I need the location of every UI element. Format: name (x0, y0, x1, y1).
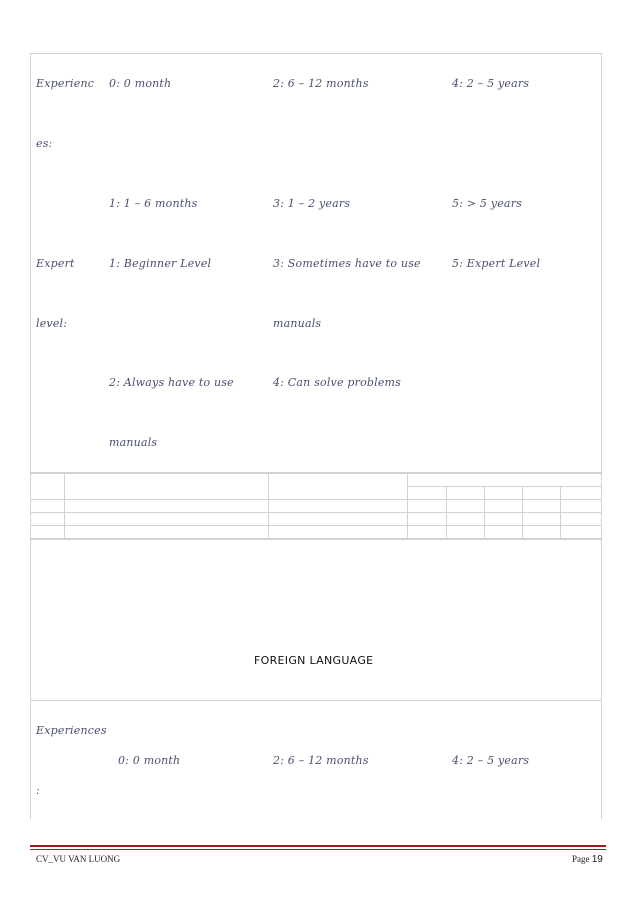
level-option-1: 1: Beginner Level (109, 257, 212, 270)
footer-page-label: Page (572, 854, 590, 864)
table-rule (30, 525, 602, 526)
box-border-right (601, 701, 602, 819)
table-rule (484, 486, 485, 539)
box-border-left (30, 701, 31, 819)
exp-option-0: 0: 0 month (109, 77, 172, 90)
level-option-5: 5: Expert Level (452, 257, 541, 270)
expert-level-label-cont: level: (36, 317, 68, 330)
level-option-3-cont: manuals (273, 317, 322, 330)
table-rule (30, 473, 31, 539)
fl-exp-option-0: 0: 0 month (118, 754, 181, 767)
fl-exp-option-4: 4: 2 – 5 years (452, 754, 530, 767)
footer-rule (30, 845, 606, 847)
table-rule (407, 473, 408, 539)
experiences-label: Experienc (36, 77, 95, 90)
footer-rule (30, 849, 606, 850)
footer-page-number: 19 (591, 854, 603, 865)
level-option-2: 2: Always have to use (109, 376, 234, 389)
footer-author: CV_VU VAN LUONG (36, 854, 121, 864)
exp-option-3: 3: 1 – 2 years (273, 197, 351, 210)
table-rule (30, 512, 602, 513)
table-rule (30, 499, 602, 500)
footer-page (572, 854, 603, 865)
table-rule (601, 473, 602, 539)
table-rule (560, 486, 561, 539)
section-heading: FOREIGN LANGUAGE (254, 654, 374, 667)
exp-option-2: 2: 6 – 12 months (273, 77, 369, 90)
table-rule (407, 486, 602, 487)
exp-option-5: 5: > 5 years (452, 197, 522, 210)
fl-experiences-label: Experiences (36, 724, 107, 737)
fl-experiences-colon: : (36, 784, 40, 797)
heading-box (30, 539, 602, 701)
table-rule (522, 486, 523, 539)
experiences-label-cont: es: (36, 137, 53, 150)
table-rule (268, 473, 269, 539)
level-option-4: 4: Can solve problems (273, 376, 402, 389)
exp-option-1: 1: 1 – 6 months (109, 197, 198, 210)
fl-exp-option-2: 2: 6 – 12 months (273, 754, 369, 767)
table-rule (446, 486, 447, 539)
level-option-3: 3: Sometimes have to use (273, 257, 421, 270)
exp-option-4: 4: 2 – 5 years (452, 77, 530, 90)
expert-level-label: Expert (36, 257, 75, 270)
level-option-2-cont: manuals (109, 436, 158, 449)
table-rule (30, 473, 602, 474)
table-rule (64, 473, 65, 539)
